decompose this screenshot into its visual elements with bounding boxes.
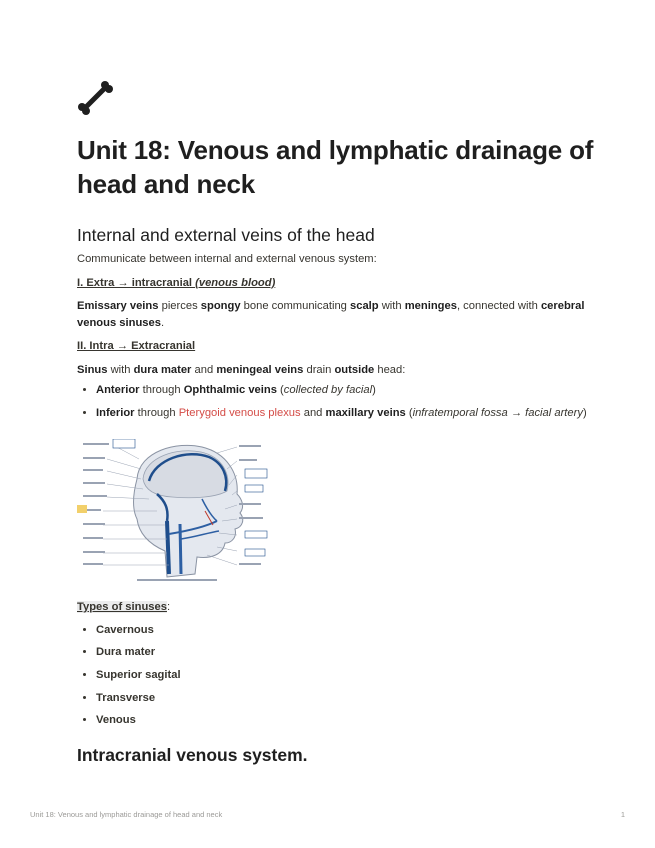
sinus-list xyxy=(77,622,597,729)
sinus-paragraph: Sinus with dura mater and meningeal veins drain outside head: xyxy=(77,363,406,376)
section-heading-veins: Internal and external veins of the head xyxy=(77,225,375,245)
intro-text: Communicate between internal and external venous system: xyxy=(77,253,377,265)
list-item: • Cavernous xyxy=(96,622,597,639)
list-item: • Dura mater xyxy=(96,644,597,661)
list-item: • Transverse xyxy=(96,690,597,707)
list-item: • Inferior through Pterygoid venous plexus and maxillary veins (infratemporal fossa → facial artery) xyxy=(96,405,597,422)
list-item: • Venous xyxy=(96,712,597,729)
part2-label: II. Intra → Extracranial xyxy=(77,340,196,352)
bone-icon xyxy=(77,80,113,116)
part1-label: I. Extra → intracranial (venous blood) xyxy=(77,276,276,289)
sinus-types-label: Types of sinuses: xyxy=(77,601,171,613)
drainage-list xyxy=(77,382,597,421)
page-title: Unit 18: Venous and lymphatic drainage of head and neck xyxy=(77,135,594,199)
emissary-paragraph: Emissary veins pierces spongy bone communicating scalp with meninges, connected with cerebral venous sinuses. xyxy=(77,300,585,329)
page-footer xyxy=(30,810,625,819)
head-veins-diagram xyxy=(77,439,277,584)
list-item: • Superior sagital xyxy=(96,667,597,684)
list-item: • Anterior through Ophthalmic veins (collected by facial) xyxy=(96,382,597,399)
page-number: 1 xyxy=(620,810,625,819)
footer-title: Unit 18: Venous and lymphatic drainage of head and neck xyxy=(30,810,223,819)
section-heading-intracranial: Intracranial venous system. xyxy=(77,744,308,765)
page-content xyxy=(77,80,597,771)
